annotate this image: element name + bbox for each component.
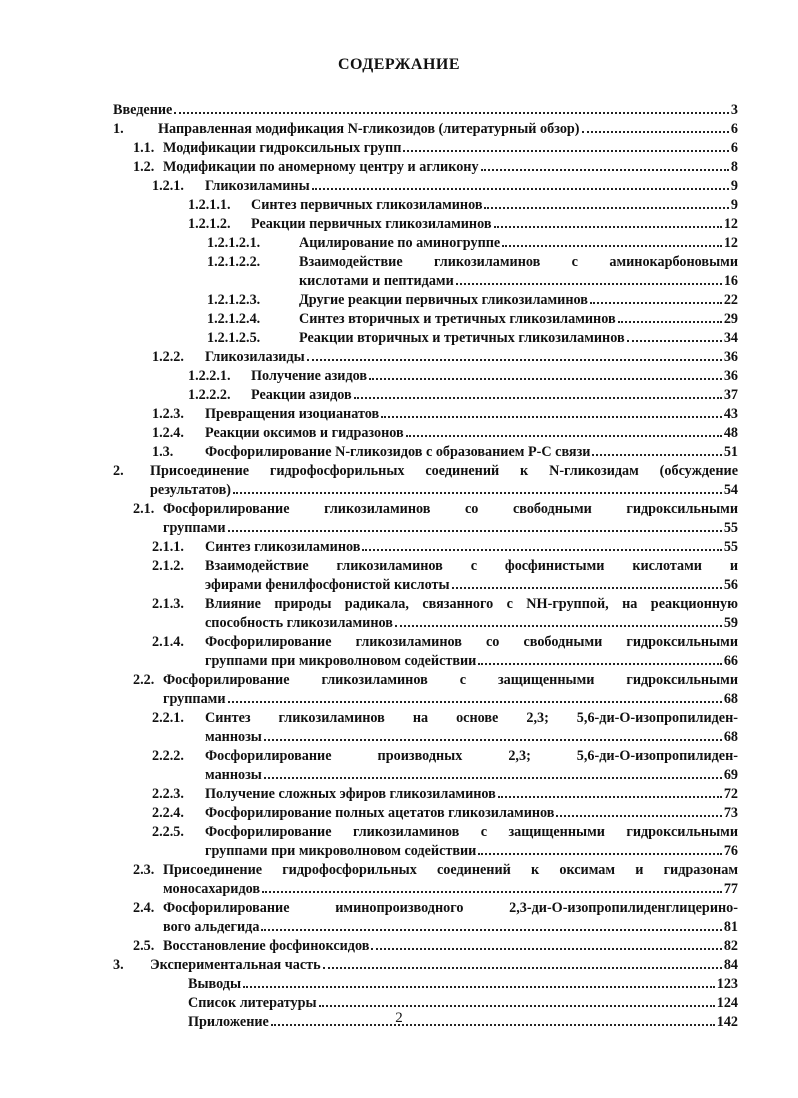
toc-entry-page: 68 — [723, 729, 738, 745]
toc-entry — [0, 937, 798, 955]
toc-entry — [0, 880, 798, 898]
toc-entry-title: Присоединение гидрофосфорильных соединений к N-гликозидам (обсуждение — [150, 463, 738, 479]
toc-entry-number: 1.2.1.2. — [188, 216, 231, 232]
toc-entry — [0, 291, 798, 309]
toc-entry-number: 3. — [113, 957, 124, 973]
toc-entry-title: Реакции оксимов и гидразонов — [205, 425, 404, 441]
toc-entry — [0, 101, 798, 119]
toc-entry — [0, 899, 798, 917]
dot-leader — [243, 986, 715, 988]
dot-leader — [403, 150, 729, 152]
toc-entry — [0, 253, 798, 271]
toc-entry — [0, 234, 798, 252]
dot-leader — [354, 397, 722, 399]
toc-entry — [0, 975, 798, 993]
toc-entry-page: 16 — [723, 273, 738, 289]
toc-entry-page: 51 — [723, 444, 738, 460]
toc-entry-number: 2.2.1. — [152, 710, 184, 726]
toc-entry-number: 1.2.2.1. — [188, 368, 231, 384]
toc-entry-number: 2.1.1. — [152, 539, 184, 555]
toc-entry-page: 68 — [723, 691, 738, 707]
toc-entry-page: 8 — [730, 159, 738, 175]
dot-leader — [478, 853, 721, 855]
toc-entry-number: 1.2.1.1. — [188, 197, 231, 213]
toc-entry — [0, 519, 798, 537]
toc-entry-title: Введение — [113, 102, 173, 118]
toc-entry-title: Гликозиламины — [205, 178, 310, 194]
toc-entry-title: Фосфорилирование гликозиламинов со свободными гидроксильными — [205, 634, 738, 650]
toc-entry-title: Фосфорилирование гликозиламинов с защищенными гидроксильными — [205, 824, 738, 840]
toc-entry — [0, 633, 798, 651]
toc-entry-number: 1.2.4. — [152, 425, 184, 441]
toc-entry-title: Синтез вторичных и третичных гликозиламинов — [299, 311, 616, 327]
toc-entry-page: 9 — [730, 197, 738, 213]
toc-entry — [0, 329, 798, 347]
toc-entry-page: 76 — [723, 843, 738, 859]
dot-leader — [261, 929, 721, 931]
toc-entry-page: 69 — [723, 767, 738, 783]
toc-entry-title: Синтез гликозиламинов на основе 2,3; 5,6-ди-О-изопропилиден- — [205, 710, 738, 726]
dot-leader — [590, 302, 722, 304]
toc-entry-number: 1.3. — [152, 444, 174, 460]
toc-entry-page: 12 — [723, 216, 738, 232]
dot-leader — [228, 701, 722, 703]
toc-entry-number: 2. — [113, 463, 124, 479]
toc-entry — [0, 614, 798, 632]
dot-leader — [371, 948, 721, 950]
toc-entry-page: 123 — [716, 976, 738, 992]
toc-entry-title: Фосфорилирование иминопроизводного 2,3-ди-О-изопропилиденглицерино- — [163, 900, 738, 916]
dot-leader — [228, 530, 722, 532]
dot-leader — [502, 245, 722, 247]
toc-entry-title: группами — [163, 691, 226, 707]
toc-entry — [0, 443, 798, 461]
toc-entry-number: 1.2.2. — [152, 349, 184, 365]
toc-entry-number: 1. — [113, 121, 124, 137]
toc-entry-number: 1.2.1.2.4. — [207, 311, 261, 327]
toc-entry-title: Модификации гидроксильных групп — [163, 140, 402, 156]
toc-entry — [0, 177, 798, 195]
dot-leader — [264, 739, 722, 741]
toc-entry — [0, 747, 798, 765]
toc-entry-title: Фосфорилирование N-гликозидов с образованием Р-С связи — [205, 444, 591, 460]
dot-leader — [395, 625, 722, 627]
dot-leader — [478, 663, 721, 665]
toc-entry-page: 34 — [723, 330, 738, 346]
dot-leader — [494, 226, 722, 228]
toc-entry — [0, 785, 798, 803]
toc-entry-page: 81 — [723, 919, 738, 935]
toc-entry-title: Реакции первичных гликозиламинов — [251, 216, 492, 232]
dot-leader — [618, 321, 722, 323]
toc-entry-title: Фосфорилирование полных ацетатов гликозиламинов — [205, 805, 555, 821]
toc-entry — [0, 861, 798, 879]
toc-entry — [0, 576, 798, 594]
toc-entry-title: кислотами и пептидами — [299, 273, 454, 289]
toc-entry — [0, 120, 798, 138]
toc-entry — [0, 538, 798, 556]
toc-entry-title: маннозы — [205, 729, 262, 745]
toc-entry-page: 29 — [723, 311, 738, 327]
dot-leader — [233, 492, 722, 494]
toc-entry — [0, 481, 798, 499]
toc-entry-title: Приложение — [188, 1014, 269, 1030]
toc-entry-title: Присоединение гидрофосфорильных соединений к оксимам и гидразонам — [163, 862, 738, 878]
toc-entry-title: Получение азидов — [251, 368, 368, 384]
toc-entry-page: 73 — [723, 805, 738, 821]
toc-entry-title: Гликозилазиды — [205, 349, 305, 365]
toc-entry-title: Влияние природы радикала, связанного с NH-группой, на реакционную — [205, 596, 738, 612]
toc-entry-title: группами при микроволновом содействии — [205, 843, 477, 859]
toc-entry-number: 1.2. — [133, 159, 155, 175]
toc-entry-number: 2.1.2. — [152, 558, 184, 574]
toc-entry-page: 6 — [730, 121, 738, 137]
toc-entry-page: 142 — [716, 1014, 738, 1030]
page-number: 2 — [395, 1010, 403, 1026]
toc-entry-number: 2.2.3. — [152, 786, 184, 802]
toc-entry-title: Превращения изоцианатов — [205, 406, 380, 422]
toc-entry — [0, 272, 798, 290]
toc-entry — [0, 671, 798, 689]
toc-entry-page: 72 — [723, 786, 738, 802]
toc-entry-number: 2.4. — [133, 900, 155, 916]
toc-entry-number: 1.2.1.2.1. — [207, 235, 261, 251]
dot-leader — [627, 340, 722, 342]
toc-entry-page: 77 — [723, 881, 738, 897]
page-title: СОДЕРЖАНИЕ — [337, 56, 461, 73]
toc-entry-number: 2.2.5. — [152, 824, 184, 840]
toc-entry — [0, 215, 798, 233]
toc-entry-title: Реакции азидов — [251, 387, 352, 403]
dot-leader — [381, 416, 722, 418]
toc-entry — [0, 690, 798, 708]
toc-entry — [0, 196, 798, 214]
toc-entry-title: Восстановление фосфиноксидов — [163, 938, 370, 954]
toc-entry-title: Взаимодействие гликозиламинов с фосфинистыми кислотами и — [205, 558, 738, 574]
toc-entry-title: группами — [163, 520, 226, 536]
toc-entry — [0, 405, 798, 423]
toc-entry-page: 12 — [723, 235, 738, 251]
toc-entry-number: 2.2. — [133, 672, 155, 688]
toc-entry-page: 66 — [723, 653, 738, 669]
toc-entry-number: 1.1. — [133, 140, 155, 156]
toc-entry-title: Другие реакции первичных гликозиламинов — [299, 292, 588, 308]
dot-leader — [582, 131, 729, 133]
dot-leader — [174, 112, 729, 114]
toc-entry-number: 1.2.1.2.2. — [207, 254, 261, 270]
toc-entry-page: 55 — [723, 520, 738, 536]
toc-entry-number: 2.2.4. — [152, 805, 184, 821]
toc-entry-number: 1.2.1.2.5. — [207, 330, 261, 346]
dot-leader — [498, 796, 722, 798]
toc-entry — [0, 424, 798, 442]
toc-entry — [0, 310, 798, 328]
toc-entry — [0, 766, 798, 784]
toc-entry-number: 2.3. — [133, 862, 155, 878]
toc-entry-page: 36 — [723, 349, 738, 365]
toc-entry-title: Реакции вторичных и третичных гликозиламинов — [299, 330, 625, 346]
toc-entry-title: Взаимодействие гликозиламинов с аминокарбоновыми — [299, 254, 738, 270]
toc-entry-title: результатов) — [150, 482, 232, 498]
toc-entry-number: 1.2.1. — [152, 178, 184, 194]
dot-leader — [369, 378, 722, 380]
dot-leader — [362, 549, 721, 551]
toc-entry-page: 37 — [723, 387, 738, 403]
toc-entry-page: 43 — [723, 406, 738, 422]
toc-entry — [0, 918, 798, 936]
toc-entry — [0, 823, 798, 841]
toc-entry — [0, 595, 798, 613]
toc-entry — [0, 557, 798, 575]
dot-leader — [264, 777, 722, 779]
toc-entry-page: 124 — [716, 995, 738, 1011]
dot-leader — [592, 454, 721, 456]
toc-entry-title: вого альдегида — [163, 919, 260, 935]
dot-leader — [484, 207, 728, 209]
toc-entry-page: 84 — [723, 957, 738, 973]
toc-entry-title: Выводы — [188, 976, 242, 992]
dot-leader — [307, 359, 722, 361]
toc-entry-number: 2.1.4. — [152, 634, 184, 650]
toc-entry — [0, 348, 798, 366]
toc-entry — [0, 842, 798, 860]
toc-entry-title: Список литературы — [188, 995, 317, 1011]
dot-leader — [556, 815, 721, 817]
toc-entry-title: Модификации по аномерному центру и агликону — [163, 159, 479, 175]
toc-entry-title: Фосфорилирование гликозиламинов с защищенными гидроксильными — [163, 672, 738, 688]
toc-entry — [0, 462, 798, 480]
toc-entry — [0, 956, 798, 974]
dot-leader — [456, 283, 722, 285]
dot-leader — [262, 891, 722, 893]
toc-entry — [0, 728, 798, 746]
toc-entry — [0, 367, 798, 385]
toc-entry — [0, 652, 798, 670]
toc-entry-title: способность гликозиламинов — [205, 615, 393, 631]
toc-entry-title: маннозы — [205, 767, 262, 783]
toc-entry-title: Ацилирование по аминогруппе — [299, 235, 501, 251]
toc-entry-title: Фосфорилирование гликозиламинов со свободными гидроксильными — [163, 501, 738, 517]
toc-entry-title: Синтез первичных гликозиламинов — [251, 197, 483, 213]
toc-entry-number: 1.2.1.2.3. — [207, 292, 261, 308]
toc-entry-number: 2.5. — [133, 938, 155, 954]
toc-entry-number: 2.1. — [133, 501, 155, 517]
toc-entry-page: 54 — [723, 482, 738, 498]
toc-entry-page: 9 — [730, 178, 738, 194]
dot-leader — [481, 169, 729, 171]
dot-leader — [452, 587, 722, 589]
dot-leader — [406, 435, 722, 437]
dot-leader — [323, 967, 722, 969]
dot-leader — [312, 188, 729, 190]
toc-entry-title: Направленная модификация N-гликозидов (литературный обзор) — [158, 121, 580, 137]
toc-entry — [0, 386, 798, 404]
toc-entry-page: 3 — [730, 102, 738, 118]
toc-entry — [0, 139, 798, 157]
toc-entry-page: 55 — [723, 539, 738, 555]
toc-entry-number: 2.2.2. — [152, 748, 184, 764]
toc-entry-title: Получение сложных эфиров гликозиламинов — [205, 786, 496, 802]
toc-entry-title: группами при микроволновом содействии — [205, 653, 477, 669]
toc-entry-number: 2.1.3. — [152, 596, 184, 612]
dot-leader — [319, 1005, 715, 1007]
toc-entry-title: Фосфорилирование производных 2,3; 5,6-ди-О-изопропилиден- — [205, 748, 738, 764]
toc-entry-page: 48 — [723, 425, 738, 441]
toc-entry — [0, 158, 798, 176]
toc-entry-title: моносахаридов — [163, 881, 261, 897]
toc-entry-page: 36 — [723, 368, 738, 384]
toc-entry-page: 6 — [730, 140, 738, 156]
toc-entry-number: 1.2.2.2. — [188, 387, 231, 403]
toc-entry-title: эфирами фенилфосфонистой кислоты — [205, 577, 450, 593]
toc-entry-page: 82 — [723, 938, 738, 954]
toc-entry-page: 22 — [723, 292, 738, 308]
toc-entry — [0, 709, 798, 727]
toc-entry-title: Экспериментальная часть — [150, 957, 321, 973]
toc-entry-title: Синтез гликозиламинов — [205, 539, 361, 555]
toc-entry-page: 59 — [723, 615, 738, 631]
toc-entry — [0, 804, 798, 822]
toc-entry — [0, 500, 798, 518]
toc-entry-number: 1.2.3. — [152, 406, 184, 422]
toc-entry-page: 56 — [723, 577, 738, 593]
